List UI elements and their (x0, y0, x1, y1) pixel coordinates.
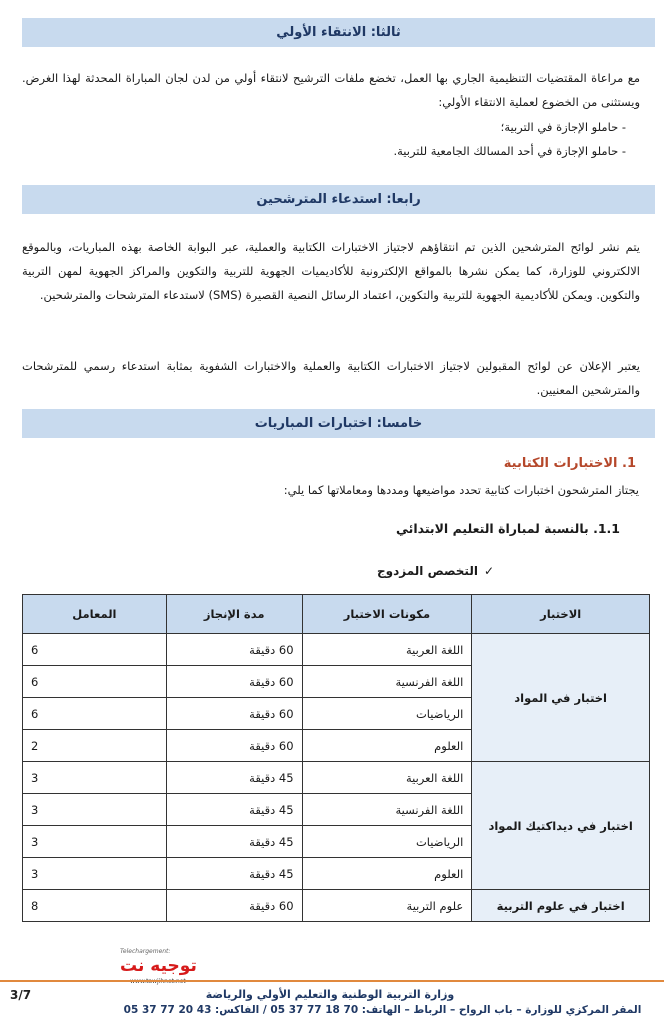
exams-table (22, 594, 650, 922)
component-cell: الرياضيات (302, 698, 472, 730)
duration-cell: 45 دقيقة (166, 762, 302, 794)
initial-selection-text: مع مراعاة المقتضيات التنظيمية الجاري بها العمل، تخضع ملفات الترشيح لانتقاء أولي من لدن لجان المباراة المحدثة لهذا الغرض. ويستثنى من الخضوع لعملية الانتقاء الأولي: (22, 71, 640, 109)
duration-cell: 60 دقيقة (166, 698, 302, 730)
tawjihnet-logo: توجيه نت (120, 956, 197, 976)
component-cell: اللغة العربية (302, 762, 472, 794)
coefficient-cell: 3 (23, 826, 167, 858)
section-title-candidates-summons: رابعا: استدعاء المترشحين (22, 185, 655, 214)
ministry-name: وزارة التربية الوطنية والتعليم الأولي والرياضة (205, 988, 455, 1001)
duration-cell: 45 دقيقة (166, 826, 302, 858)
specialty-label (377, 564, 494, 578)
exam-didactics: اختبار في ديداكتيك المواد (472, 762, 650, 890)
duration-cell: 60 دقيقة (166, 730, 302, 762)
component-cell: الرياضيات (302, 826, 472, 858)
duration-cell: 45 دقيقة (166, 794, 302, 826)
summons-paragraph-2: يعتبر الإعلان عن لوائح المقبولين لاجتياز الاختبارات الكتابية والعملية والاختبارات الشفوية بمثابة استدعاء رسمي للمترشحات والمترشحين المعنيين. (22, 359, 640, 397)
coefficient-cell: 3 (23, 794, 167, 826)
component-cell: اللغة العربية (302, 634, 472, 666)
duration-cell: 45 دقيقة (166, 858, 302, 890)
ministry-address: المقر المركزي للوزارة – باب الرواح – الرباط – الهاتف: 70 18 77 37 05 / الفاكس: 43 20 77 37 05 (123, 1004, 642, 1016)
specialty-text: التخصص المزدوج (377, 564, 478, 578)
coefficient-cell: 2 (23, 730, 167, 762)
coefficient-cell: 3 (23, 762, 167, 794)
check-icon: ✓ (483, 564, 494, 578)
table-row (23, 890, 650, 922)
table-header-row (23, 595, 650, 634)
watermark-download-label: Telechargement: (120, 948, 171, 955)
list-item: - حاملو الإجازة في أحد المسالك الجامعية للتربية. (393, 144, 626, 158)
component-cell: اللغة الفرنسية (302, 794, 472, 826)
component-cell: العلوم (302, 730, 472, 762)
duration-cell: 60 دقيقة (166, 890, 302, 922)
footer-divider (0, 980, 664, 982)
exam-subjects: اختبار في المواد (472, 634, 650, 762)
coefficient-cell: 8 (23, 890, 167, 922)
component-cell: العلوم (302, 858, 472, 890)
duration-cell: 60 دقيقة (166, 666, 302, 698)
component-cell: اللغة الفرنسية (302, 666, 472, 698)
initial-selection-paragraph (22, 66, 640, 114)
exemptions-list (22, 115, 640, 163)
table-row (23, 634, 650, 666)
exam-education-sciences: اختبار في علوم التربية (472, 890, 650, 922)
written-exams-heading: 1. الاختبارات الكتابية (503, 456, 636, 471)
section-title-exams: خامسا: اختبارات المباريات (22, 409, 655, 438)
header-duration: مدة الإنجاز (166, 595, 302, 634)
header-coefficient: المعامل (23, 595, 167, 634)
duration-cell: 60 دقيقة (166, 634, 302, 666)
written-exams-text: يجتاز المترشحون اختبارات كتابية تحدد مواضيعها ومددها ومعاملاتها كما يلي: (283, 483, 639, 497)
coefficient-cell: 6 (23, 666, 167, 698)
table-row (23, 762, 650, 794)
page-number: 3/7 (10, 988, 32, 1002)
component-cell: علوم التربية (302, 890, 472, 922)
header-components: مكونات الاختبار (302, 595, 472, 634)
section-title-initial-selection: ثالثا: الانتقاء الأولي (22, 18, 655, 47)
summons-paragraph-1: يتم نشر لوائح المترشحين الذين تم انتقاؤهم لاجتياز الاختبارات الكتابية والعملية، عبر البوابة الخاصة بهذه المباريات، وبالموقع الالكتروني للوزارة، كما يمكن نشرها بالمواقع الإلكترونية للأكاديميات الجهوية للتربية والتكوين والمراكز الجهوية لمهن التربية والتكوين. ويمكن للأكاديمية الجهوية للتربية والتكوين، اعتماد الرسائل النصية القصيرة (SMS) لاستدعاء المترشحات والمترشحين. (22, 240, 640, 302)
coefficient-cell: 3 (23, 858, 167, 890)
primary-exam-heading: 1.1. بالنسبة لمباراة التعليم الابتدائي (395, 521, 620, 536)
coefficient-cell: 6 (23, 634, 167, 666)
list-item: - حاملو الإجازة في التربية؛ (500, 120, 626, 134)
coefficient-cell: 6 (23, 698, 167, 730)
header-exam: الاختبار (472, 595, 650, 634)
